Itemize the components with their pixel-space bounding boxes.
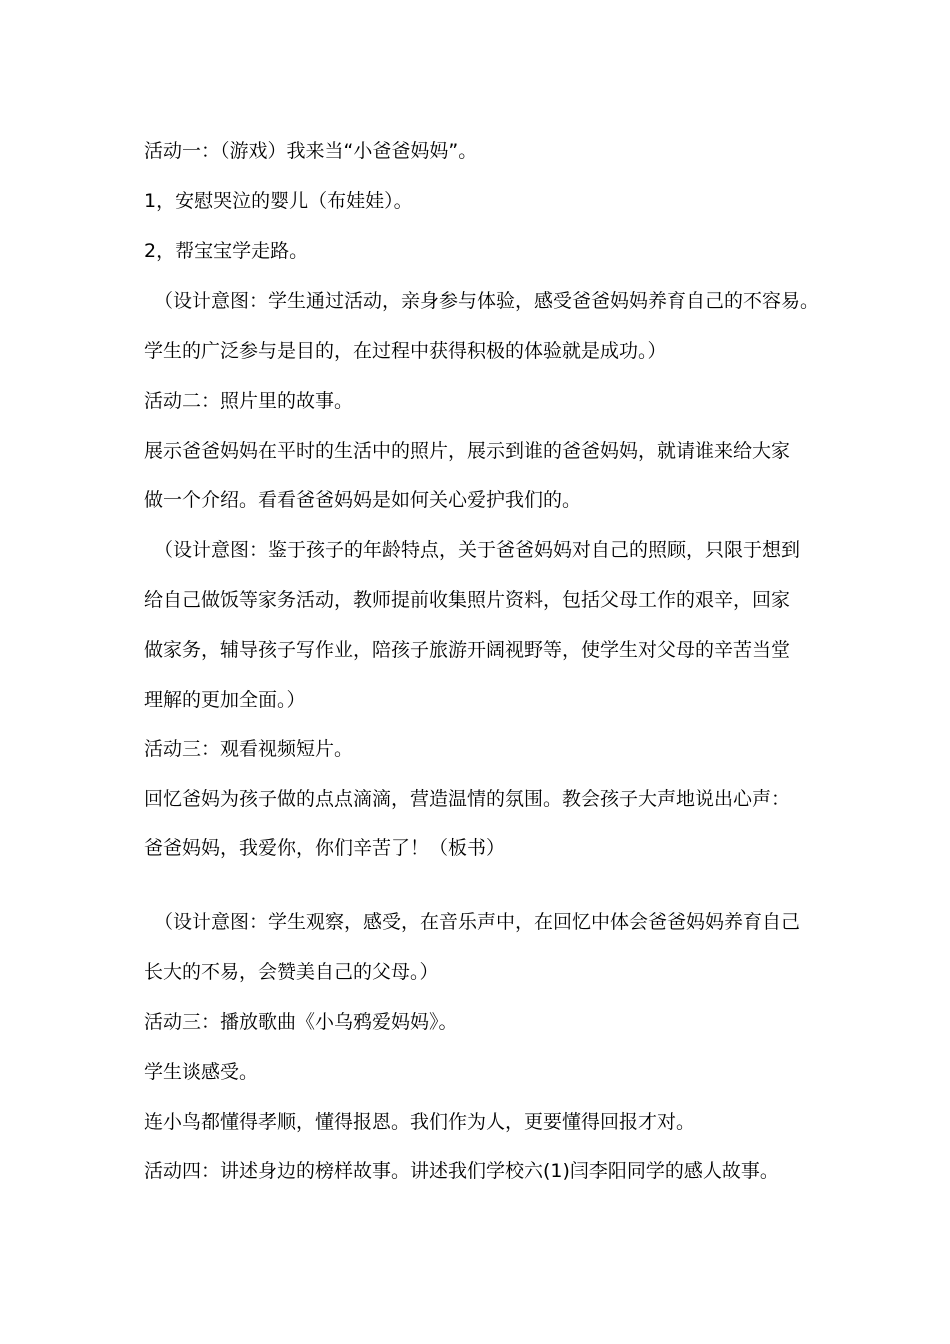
design-intent-2-line-1: （设计意图：鉴于孩子的年龄特点，关于爸爸妈妈对自己的照顾，只限于想到 [154, 539, 801, 561]
design-intent-3-line-1: （设计意图：学生观察，感受，在音乐声中，在回忆中体会爸爸妈妈养育自己 [154, 911, 801, 933]
design-intent-3-line-2: 长大的不易，会赞美自己的父母。） [144, 961, 439, 983]
activity-3b-heading: 活动三：播放歌曲《小乌鸦爱妈妈》。 [144, 1011, 458, 1033]
activity-2-text-line-2: 做一个介绍。看看爸爸妈妈是如何关心爱护我们的。 [144, 489, 582, 511]
activity-3-text-line-1: 回忆爸妈为孩子做的点点滴滴，营造温情的氛围。教会孩子大声地说出心声： [144, 788, 791, 810]
activity-3-heading: 活动三：观看视频短片。 [144, 738, 354, 760]
activity-2-text-line-1: 展示爸爸妈妈在平时的生活中的照片，展示到谁的爸爸妈妈，就请谁来给大家 [144, 440, 791, 462]
design-intent-1-line-1: （设计意图：学生通过活动，亲身参与体验，感受爸爸妈妈养育自己的不容易。 [154, 290, 820, 312]
design-intent-2-line-3: 做家务，辅导孩子写作业，陪孩子旅游开阔视野等，使学生对父母的辛苦当堂 [144, 639, 791, 661]
activity-1-item-1: 1，安慰哭泣的婴儿（布娃娃）。 [144, 190, 413, 212]
activity-1-heading: 活动一：（游戏）我来当“小爸爸妈妈”。 [144, 140, 478, 162]
activity-2-heading: 活动二：照片里的故事。 [144, 390, 354, 412]
activity-4-heading: 活动四：讲述身边的榜样故事。讲述我们学校六(1)闫李阳同学的感人故事。 [144, 1160, 779, 1182]
activity-3b-text-line-2: 连小鸟都懂得孝顺，懂得报恩。我们作为人，更要懂得回报才对。 [144, 1111, 696, 1133]
activity-3b-text-line-1: 学生谈感受。 [144, 1061, 259, 1083]
design-intent-2-line-4: 理解的更加全面。） [144, 689, 306, 711]
activity-1-item-2: 2，帮宝宝学走路。 [144, 240, 309, 262]
design-intent-2-line-2: 给自己做饭等家务活动，教师提前收集照片资料，包括父母工作的艰辛，回家 [144, 589, 791, 611]
activity-3-text-line-2: 爸爸妈妈，我爱你，你们辛苦了！（板书） [144, 837, 506, 859]
design-intent-1-line-2: 学生的广泛参与是目的，在过程中获得积极的体验就是成功。） [144, 340, 667, 362]
